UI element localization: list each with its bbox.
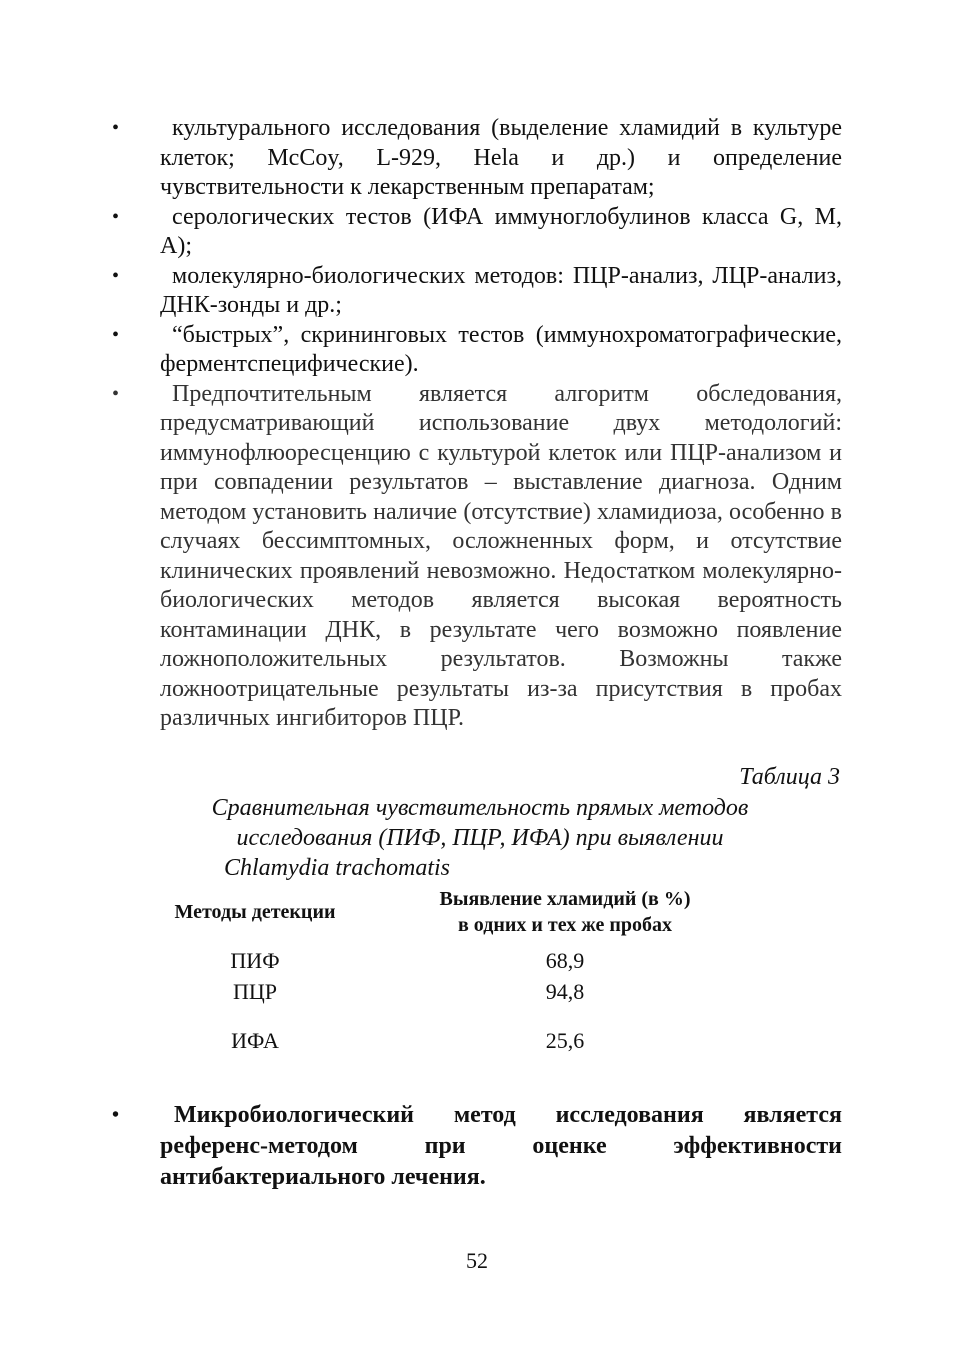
list-item [110, 380, 842, 734]
method-cell: ПЦР [232, 979, 277, 1004]
list-item [110, 321, 842, 380]
bullet-marker: • [112, 264, 120, 287]
value-cell: 94,8 [545, 979, 585, 1004]
list-item-text: Предпочтительным является алгоритм обследования, предусматривающий использование двух методологий: иммунофлюоресценцию с культурой клеток или ПЦР-анализом и при совпадении результатов – выставление диагноза. Одним методом установить наличие (отсутствие) хламидиоза, особенно в случаях бессимптомных, осложненных форм, и отсутствие клинических проявлений невозможно. Недостатком молекулярно-биологических методов является высокая вероятность контаминации ДНК, в результате чего возможно появление ложноположительных результатов. Возможны также ложноотрицательные результаты из-за присутствия в пробах различных ингибиторов ПЦР. [160, 380, 842, 731]
table-row [140, 938, 760, 974]
final-bullet-list [110, 1100, 842, 1193]
bullet-marker: • [112, 205, 120, 228]
list-item-text: “быстрых”, скрининговых тестов (иммунохроматографические, ферментспецифические). [160, 321, 842, 377]
header-detection-line: Выявление хламидий (в %) [439, 888, 691, 910]
list-item [110, 1100, 842, 1193]
list-item [110, 262, 842, 321]
table-row [140, 974, 760, 1010]
header-detection [370, 886, 760, 938]
list-item [110, 203, 842, 262]
bullet-list [110, 114, 842, 734]
bullet-marker: • [112, 1104, 120, 1126]
value-cell: 25,6 [545, 1028, 585, 1053]
table-title-line: исследования (ПИФ, ПЦР, ИФА) при выявлении [236, 825, 724, 851]
table-number: Таблица 3 [739, 764, 840, 790]
list-item-text: культурального исследования (выделение хламидий в культуре клеток; McCoy, L-929, Hela и др.) и определение чувствительности к лекарственным препаратам; [160, 115, 842, 200]
list-item [110, 114, 842, 203]
bullet-marker: • [112, 323, 120, 346]
header-detection-line: в одних и тех же пробах [458, 914, 672, 936]
table-header-row [140, 886, 760, 938]
table-row [140, 1010, 760, 1054]
list-item-text: Микробиологический метод исследования является референс-методом при оценке эффективности антибактериального лечения. [160, 1102, 842, 1190]
value-cell: 68,9 [545, 948, 585, 973]
table-title-line: Chlamydia trachomatis [224, 855, 450, 881]
list-item-text: серологических тестов (ИФА иммуноглобулинов класса G, M, A); [160, 203, 842, 259]
method-cell: ИФА [231, 1028, 279, 1053]
table-title [160, 793, 800, 883]
method-cell: ПИФ [230, 948, 280, 973]
table-title-line: Сравнительная чувствительность прямых методов [211, 795, 749, 821]
bullet-marker: • [112, 117, 120, 139]
bullet-marker: • [112, 382, 120, 405]
header-methods: Методы детекции [174, 901, 336, 923]
list-item-text: молекулярно-биологических методов: ПЦР-анализ, ЛЦР-анализ, ДНК-зонды и др.; [160, 262, 842, 318]
sensitivity-table [140, 886, 760, 1054]
page-number: 52 [466, 1248, 488, 1273]
